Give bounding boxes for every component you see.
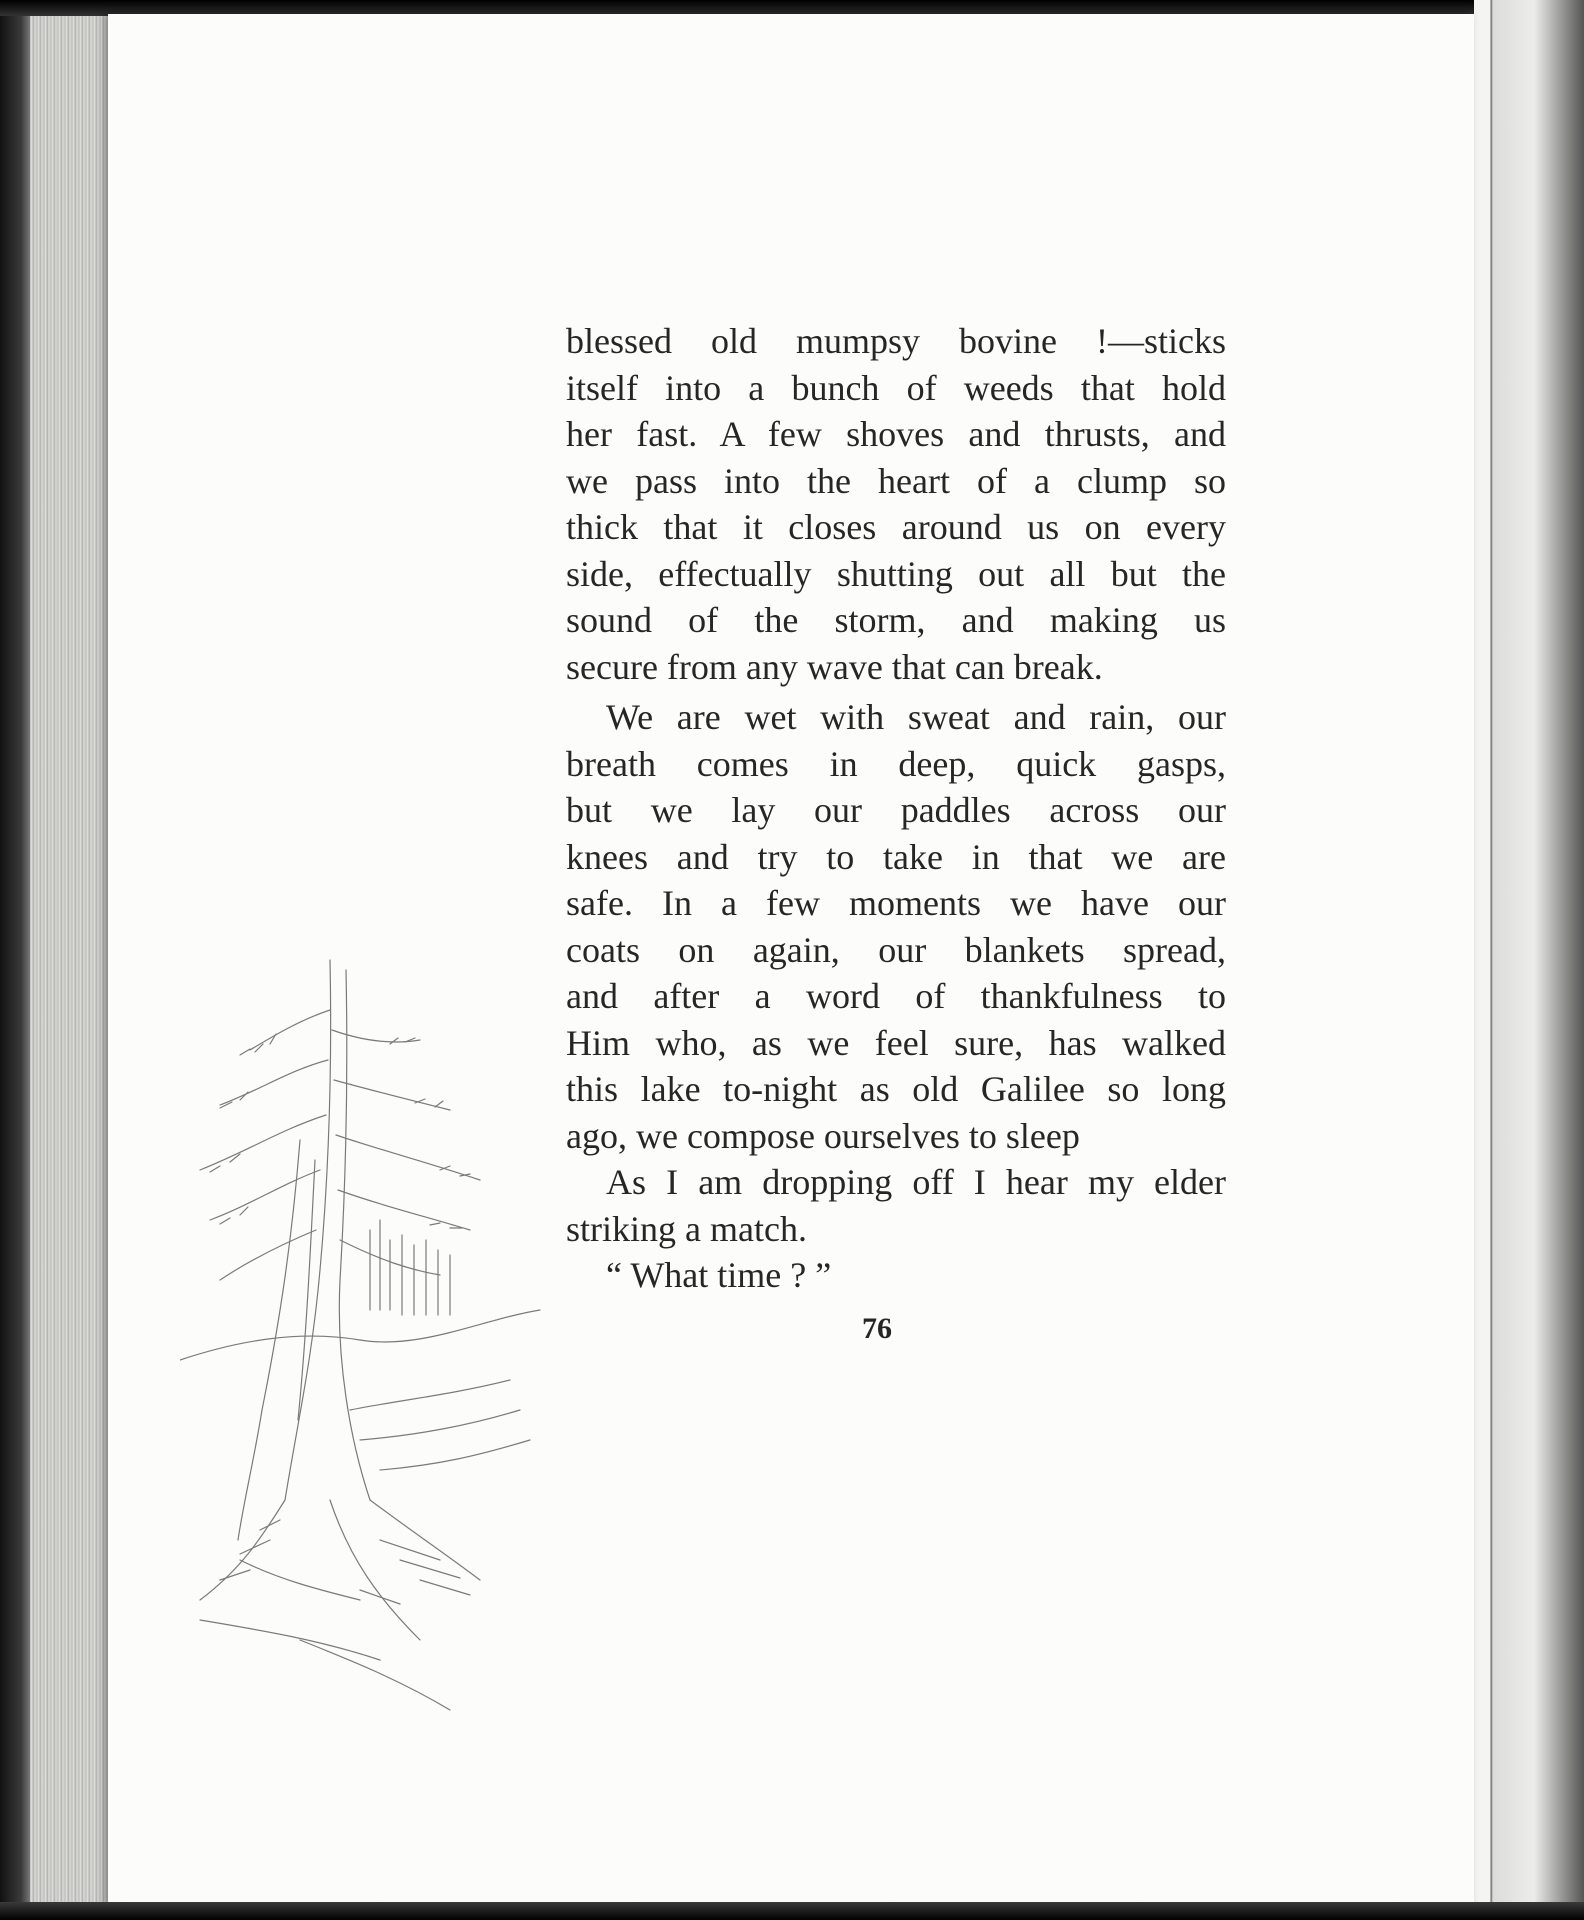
text-line: “ What time ? ”	[606, 1255, 832, 1295]
text-line: coats on again, our blankets spread,	[566, 929, 1226, 970]
text-line: side, effectually shutting out all but the	[566, 553, 1226, 594]
text-line: her fast. A few shoves and thrusts, and	[566, 414, 1226, 454]
binding-shadow	[0, 0, 30, 1920]
text-line: and after a word of thankfulness to	[566, 976, 1226, 1016]
text-line: breath comes in deep, quick gasps,	[566, 743, 1226, 784]
paragraph-1	[566, 318, 1226, 690]
paragraph-2	[566, 694, 1226, 1159]
text-line: thick that it closes around us on every	[566, 507, 1226, 547]
text-line: striking a match.	[566, 1208, 807, 1249]
text-line: We are wet with sweat and rain, our	[606, 697, 1226, 737]
facing-page-edge	[1474, 0, 1584, 1920]
text-line: ago, we compose ourselves to sleep	[566, 1115, 1080, 1156]
text-line: itself into a bunch of weeds that hold	[566, 367, 1226, 408]
text-line: knees and try to take in that we are	[566, 836, 1226, 877]
page-number: 76	[862, 1312, 892, 1345]
text-line: As I am dropping off I hear my elder	[606, 1162, 1226, 1202]
text-line: blessed old mumpsy bovine !—sticks	[566, 321, 1226, 361]
text-line: this lake to-night as old Galilee so long	[566, 1069, 1226, 1109]
text-line: we pass into the heart of a clump so	[566, 460, 1226, 501]
body-text	[566, 318, 1226, 1299]
text-line: secure from any wave that can break.	[566, 646, 1103, 687]
paragraph-3	[566, 1159, 1226, 1252]
text-line: safe. In a few moments we have our	[566, 883, 1226, 923]
text-line: sound of the storm, and making us	[566, 600, 1226, 640]
scan-bottom-border	[0, 1902, 1584, 1920]
text-line: Him who, as we feel sure, has walked	[566, 1022, 1226, 1063]
paragraph-4	[566, 1252, 1226, 1299]
text-line: but we lay our paddles across our	[566, 790, 1226, 830]
